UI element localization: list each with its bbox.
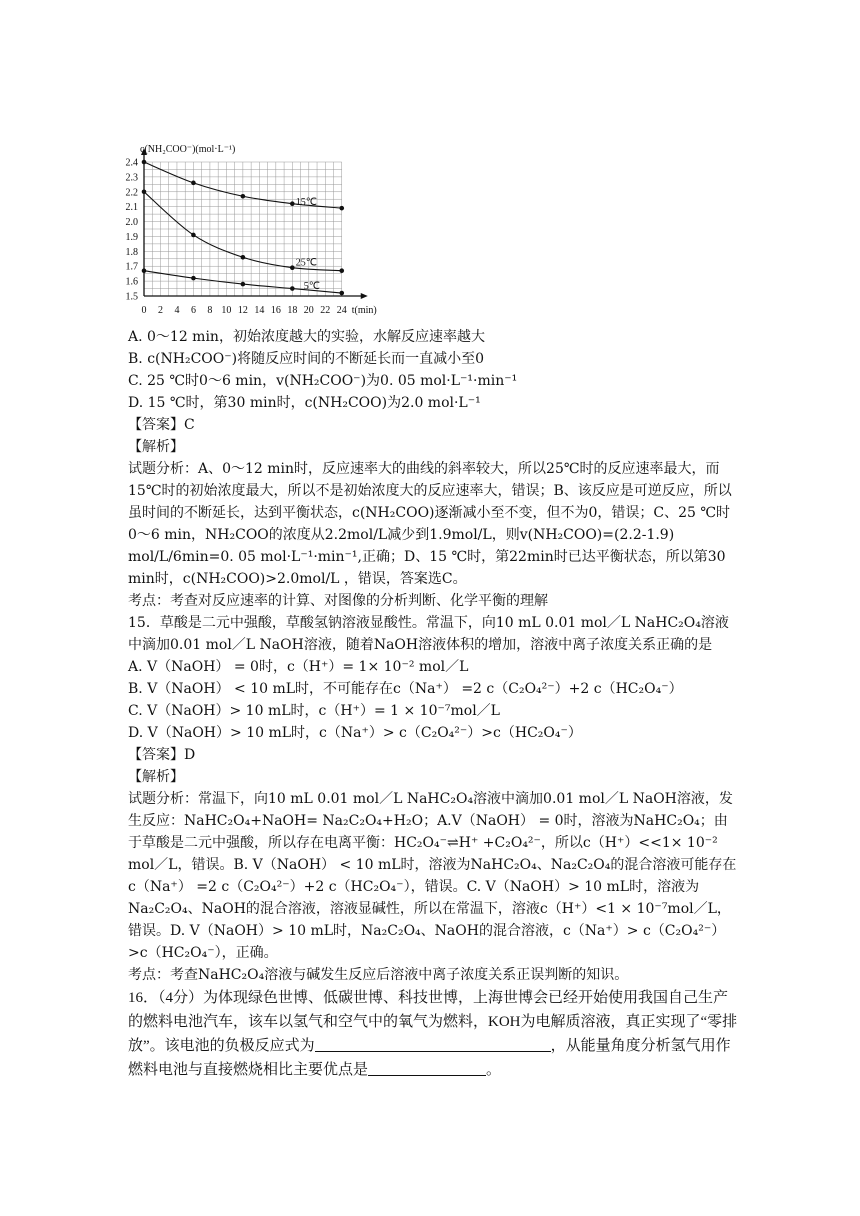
data-point <box>191 233 196 238</box>
x-tick-label: 8 <box>207 305 213 316</box>
x-tick-label: 20 <box>303 305 314 316</box>
x-tick-label: 22 <box>320 305 331 316</box>
x-tick-label: 0 <box>141 305 147 316</box>
question-15-stem: 15．草酸是二元中强酸，草酸氢钠溶液显酸性。常温下，向10 mL 0.01 mol／L NaHC₂O₄溶液中滴加0.01 mol／L NaOH溶液，随着NaOH溶液体积的增加，溶液中离子浓度关系正确的是 <box>128 615 729 653</box>
data-point <box>191 181 196 186</box>
data-point <box>142 160 147 165</box>
x-tick-label: 2 <box>157 305 163 316</box>
data-point <box>142 268 147 273</box>
option-c-q14: C. 25 ℃时0～6 min，v(NH₂COO⁻)为0. 05 mol·L⁻¹·min⁻¹ <box>128 373 518 389</box>
question-16-part1: 16．（4分）为体现绿色世博、低碳世博、科技世博，上海世博会已经开始使用我国自己生产的燃料电池汽车，该车以氢气和空气中的氧气为燃料，KOH为电解质溶液，真正实现了“零排放”。该电池的负极反应式为 <box>128 990 738 1054</box>
question-16-part2: ，从能量角度分析氢气用作燃料电池与直接燃烧相比主要优点是 <box>128 1038 731 1078</box>
question-16-part3: 。 <box>486 1062 502 1078</box>
data-point <box>290 286 295 291</box>
y-tick-label: 2.4 <box>125 157 138 169</box>
option-c-q15: C. V（NaOH）> 10 mL时，c（H⁺）= 1 × 10⁻⁷mol／L <box>128 703 500 719</box>
answer-q14: 【答案】C <box>128 417 195 433</box>
data-point <box>339 206 344 211</box>
x-tick-label: 10 <box>221 305 232 316</box>
analysis-text-q14: 试题分析：A、0～12 min时，反应速率大的曲线的斜率较大，所以25℃时的反应速率最大，而15℃时的初始浓度最大，所以不是初始浓度大的反应速率大，错误；B、该反应是可逆反应，所以虽时间的不断延长，达到平衡状态，c(NH₂COO)逐渐减小至不变，但不为0，错误；C、25 ℃时0～6 min，NH₂COO的浓度从2.2mol/L减少到1.9mol/L，则v(NH₂COO)=(2.2-1.9) mol/L/6min=0. 05 mol·L⁻¹·min⁻¹,正确；D、15 ℃时，第22min时已达平衡状态，所以第30 min时，c(NH₂COO)>2.0mol/L ，错误，答案选C。 <box>128 461 732 587</box>
data-point <box>290 265 295 270</box>
option-d-q14: D. 15 ℃时，第30 min时，c(NH₂COO)为2.0 mol·L⁻¹ <box>128 395 481 411</box>
data-point <box>241 282 246 287</box>
y-tick-label: 1.5 <box>125 291 138 303</box>
question-text <box>128 326 738 1082</box>
y-tick-label: 1.8 <box>125 246 138 258</box>
y-tick-label: 2.3 <box>125 172 138 184</box>
x-tick-label: 4 <box>174 305 180 316</box>
data-point <box>142 189 147 194</box>
analysis-text-q15: 试题分析：常温下，向10 mL 0.01 mol／L NaHC₂O₄溶液中滴加0.01 mol／L NaOH溶液，发生反应：NaHC₂O₄+NaOH= Na₂C₂O₄+H₂O；A.V（NaOH） = 0时，溶液为NaHC₂O₄；由于草酸是二元中强酸，所以存在电离平衡：HC₂O₄⁻⇌H⁺ +C₂O₄²⁻，所以c（H⁺）<<1× 10⁻² mol／L，错误。B. V（NaOH） < 10 mL时，溶液为NaHC₂O₄、Na₂C₂O₄的混合溶液可能存在c（Na⁺） =2 c（C₂O₄²⁻）+2 c（HC₂O₄⁻），错误。C. V（NaOH）> 10 mL时，溶液为Na₂C₂O₄、NaOH的混合溶液，溶液显碱性，所以在常温下，溶液c（H⁺）<1 × 10⁻⁷mol／L，错误。D. V（NaOH）> 10 mL时，Na₂C₂O₄、NaOH的混合溶液，c（Na⁺）> c（C₂O₄²⁻）>c（HC₂O₄⁻），正确。 <box>128 791 737 961</box>
data-point <box>241 194 246 199</box>
y-tick-label: 2.0 <box>125 217 138 229</box>
y-tick-label: 1.6 <box>125 276 138 288</box>
data-point <box>241 255 246 260</box>
x-tick-label: 14 <box>254 305 265 316</box>
x-axis-label: t(min) <box>351 305 377 316</box>
y-tick-label: 1.7 <box>125 261 138 273</box>
option-a-q15: A. V（NaOH） = 0时，c（H⁺）= 1× 10⁻² mol／L <box>128 659 469 675</box>
y-tick-label: 1.9 <box>125 231 138 243</box>
x-tick-label: 18 <box>287 305 298 316</box>
analysis-heading-q14: 【解析】 <box>128 439 184 455</box>
x-tick-label: 6 <box>190 305 196 316</box>
data-point <box>290 201 295 206</box>
y-tick-label: 2.1 <box>125 202 138 214</box>
y-tick-label: 2.2 <box>125 187 138 199</box>
series-label: 5℃ <box>303 281 320 293</box>
answer-blank-1[interactable] <box>315 1037 551 1052</box>
series-label: 15℃ <box>295 197 317 209</box>
question-16 <box>128 986 738 1082</box>
chart-svg <box>118 140 378 326</box>
analysis-heading-q15: 【解析】 <box>128 769 184 785</box>
exam-point-q14: 考点：考查对反应速率的计算、对图像的分析判断、化学平衡的理解 <box>128 593 548 609</box>
x-tick-label: 12 <box>237 305 248 316</box>
x-tick-label: 24 <box>336 305 347 316</box>
y-axis-label: c(NH₂COO⁻)(mol·L⁻¹) <box>140 144 236 155</box>
option-b-q14: B. c(NH₂COO⁻)将随反应时间的不断延长而一直减小至0 <box>128 351 484 367</box>
option-d-q15: D. V（NaOH）> 10 mL时，c（Na⁺）> c（C₂O₄²⁻）>c（HC₂O₄⁻） <box>128 725 582 741</box>
x-axis-arrow <box>361 293 368 299</box>
exam-point-q15: 考点：考查NaHC₂O₄溶液与碱发生反应后溶液中离子浓度关系正误判断的知识。 <box>128 967 629 983</box>
concentration-time-chart <box>118 140 378 326</box>
x-tick-label: 16 <box>270 305 281 316</box>
data-point <box>339 291 344 296</box>
series-label: 25℃ <box>295 257 317 269</box>
data-point <box>191 276 196 281</box>
option-b-q15: B. V（NaOH） < 10 mL时，不可能存在c（Na⁺） =2 c（C₂O₄²⁻）+2 c（HC₂O₄⁻） <box>128 681 683 697</box>
data-point <box>339 268 344 273</box>
answer-q15: 【答案】D <box>128 747 196 763</box>
option-a-q14: A. 0～12 min，初始浓度越大的实验，水解反应速率越大 <box>128 329 485 345</box>
answer-blank-2[interactable] <box>368 1061 486 1076</box>
